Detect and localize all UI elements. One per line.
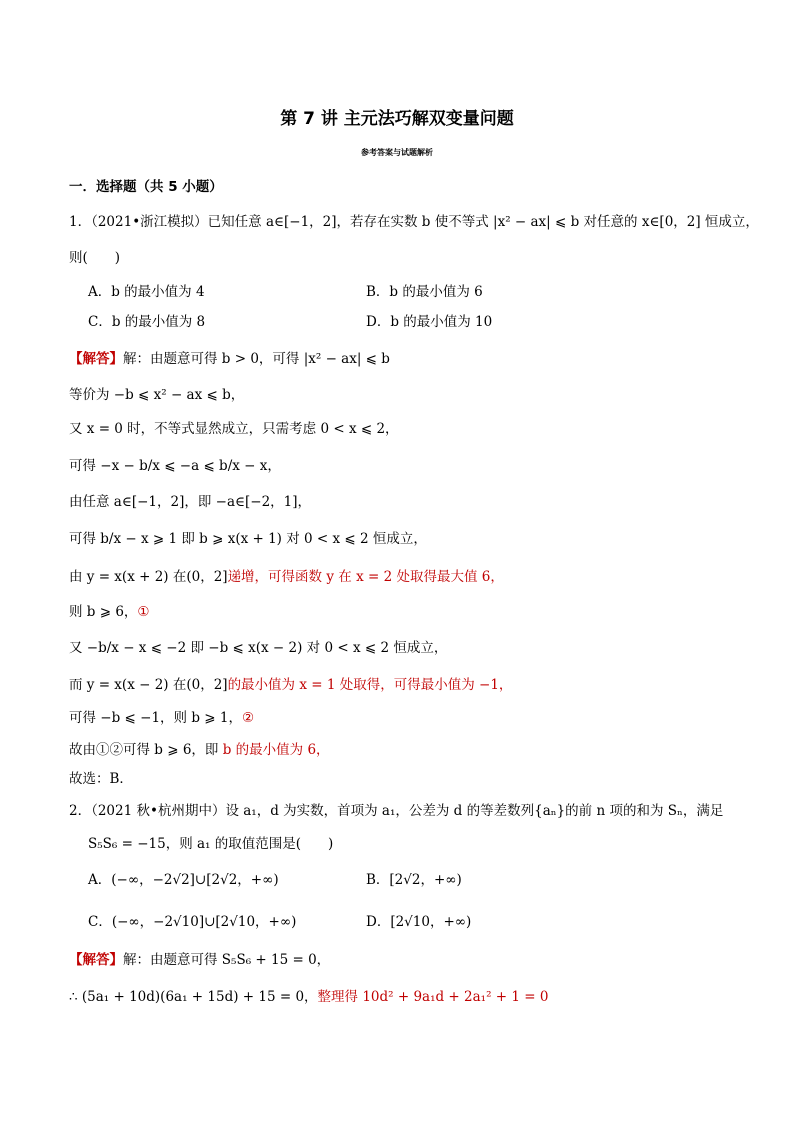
q1-solution-line7: 由 y = x(x + 2) 在(0，2]递增，可得函数 y 在 x = 2 处取得最大值 6， [69, 569, 504, 585]
q2-option-a: A．(−∞，−2√2]∪[2√2，+∞) [88, 872, 279, 888]
q1-solution-line12: 故由①②可得 b ⩾ 6，即 b 的最小值为 6， [69, 742, 330, 758]
q2-option-c: C．(−∞，−2√10]∪[2√10，+∞) [88, 914, 297, 930]
q1-option-d: D．b 的最小值为 10 [366, 314, 493, 330]
q1-solution-line1 [69, 350, 390, 368]
q1-solution-text1: 解：由题意可得 b > 0，可得 |x² − ax| ⩽ b [123, 351, 390, 367]
page-title: 第 7 讲 主元法巧解双变量问题 [280, 109, 514, 129]
q1-stem-line2: 则( ) [69, 250, 121, 266]
q1-solution-line9: 又 −b/x − x ⩽ −2 即 −b ⩽ x(x − 2) 对 0 < x ⩽ 2 恒成立， [69, 640, 448, 656]
q2-solution-line2: ∴ (5a₁ + 10d)(6a₁ + 15d) + 15 = 0，整理得 10d² + 9a₁d + 2a₁² + 1 = 0 [69, 989, 549, 1005]
q1-solution-line5: 由任意 a∈[−1，2]，即 −a∈[−2，1]， [69, 494, 312, 510]
q1-solution-line10: 而 y = x(x − 2) 在(0，2]的最小值为 x = 1 处取得，可得最小值为 −1， [69, 677, 513, 693]
q1-solution-line11: 可得 −b ⩽ −1，则 b ⩾ 1，② [69, 710, 255, 726]
q1-option-b: B．b 的最小值为 6 [366, 284, 483, 300]
section-heading: 一．选择题（共 5 小题） [69, 179, 223, 195]
q1-solution-line8: 则 b ⩾ 6，① [69, 604, 150, 620]
q1-solution-line3: 又 x = 0 时，不等式显然成立，只需考虑 0 < x ⩽ 2， [69, 421, 399, 437]
q2-stem-line2: S₅S₆ = −15，则 a₁ 的取值范围是( ) [88, 836, 334, 852]
q1-solution-line13: 故选：B． [69, 771, 133, 787]
page-subtitle: 参考答案与试题解析 [361, 148, 433, 157]
q2-option-d: D．[2√10，+∞) [366, 914, 472, 930]
q2-option-b: B．[2√2，+∞) [366, 872, 462, 888]
q1-solution-line4: 可得 −x − b/x ⩽ −a ⩽ b/x − x， [69, 458, 281, 474]
q1-option-a: A．b 的最小值为 4 [88, 284, 205, 300]
q2-solution-tag: 【解答】 [69, 952, 123, 968]
q2-stem-line1: 2．（2021 秋•杭州期中）设 a₁，d 为实数，首项为 a₁，公差为 d 的等差数列{aₙ}的前 n 项的和为 Sₙ，满足 [69, 803, 724, 819]
q2-solution-text1: 解：由题意可得 S₅S₆ + 15 = 0， [123, 952, 331, 968]
q1-solution-line6: 可得 b/x − x ⩾ 1 即 b ⩾ x(x + 1) 对 0 < x ⩽ 2 恒成立， [69, 531, 427, 547]
q1-option-c: C．b 的最小值为 8 [88, 314, 206, 330]
q2-solution-line1 [69, 951, 330, 969]
q1-solution-tag: 【解答】 [69, 351, 123, 367]
q1-stem-line1: 1．（2021•浙江模拟）已知任意 a∈[−1，2]，若存在实数 b 使不等式 |x² − ax| ⩽ b 对任意的 x∈[0，2] 恒成立， [69, 214, 759, 230]
q1-solution-line2: 等价为 −b ⩽ x² − ax ⩽ b， [69, 387, 245, 403]
